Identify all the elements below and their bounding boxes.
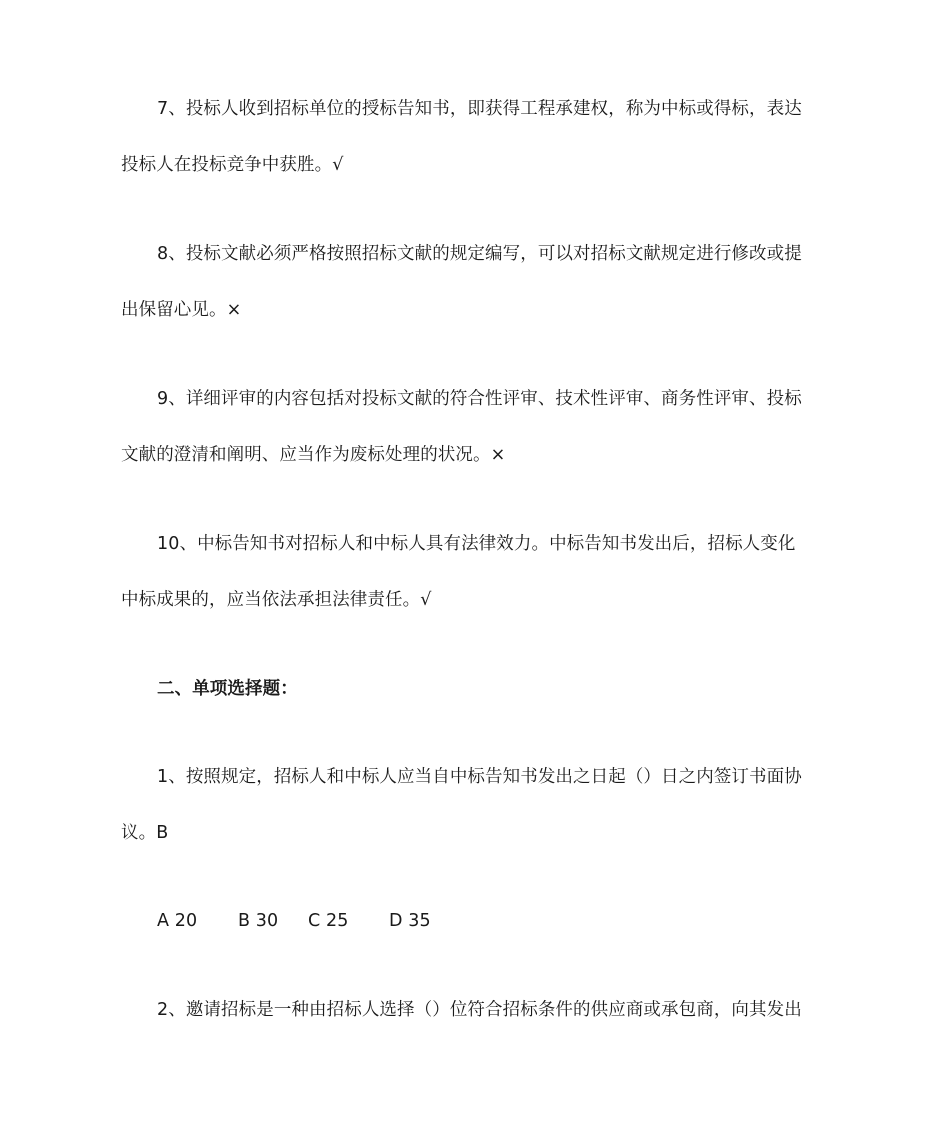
question-1-line-2: 议。B	[121, 823, 169, 843]
option-a: A 20	[157, 911, 198, 931]
item-10-line-1: 10、中标告知书对招标人和中标人具有法律效力。中标告知书发出后，招标人变化	[157, 534, 796, 554]
question-1-options	[157, 909, 831, 933]
option-c: C 25	[308, 911, 349, 931]
item-8-line-1: 8、投标文献必须严格按照招标文献的规定编写，可以对招标文献规定进行修改或提	[157, 244, 802, 264]
item-7-line-2: 投标人在投标竞争中获胜。√	[121, 155, 344, 175]
item-7-line-1: 7、投标人收到招标单位的授标告知书，即获得工程承建权，称为中标或得标，表达	[157, 99, 802, 119]
section-heading: 二、单项选择题：	[157, 679, 298, 699]
question-2-line-1: 2、邀请招标是一种由招标人选择（）位符合招标条件的供应商或承包商，向其发出	[157, 1000, 802, 1020]
item-9-line-1: 9、详细评审的内容包括对投标文献的符合性评审、技术性评审、商务性评审、投标	[157, 389, 802, 409]
item-9-line-2: 文献的澄清和阐明、应当作为废标处理的状况。×	[121, 445, 506, 465]
item-8-line-2: 出保留心见。×	[121, 300, 242, 320]
question-1-line-1: 1、按照规定，招标人和中标人应当自中标告知书发出之日起（）日之内签订书面协	[157, 767, 802, 787]
option-d: D 35	[389, 911, 431, 931]
option-b: B 30	[238, 911, 279, 931]
item-10-line-2: 中标成果的，应当依法承担法律责任。√	[121, 590, 432, 610]
